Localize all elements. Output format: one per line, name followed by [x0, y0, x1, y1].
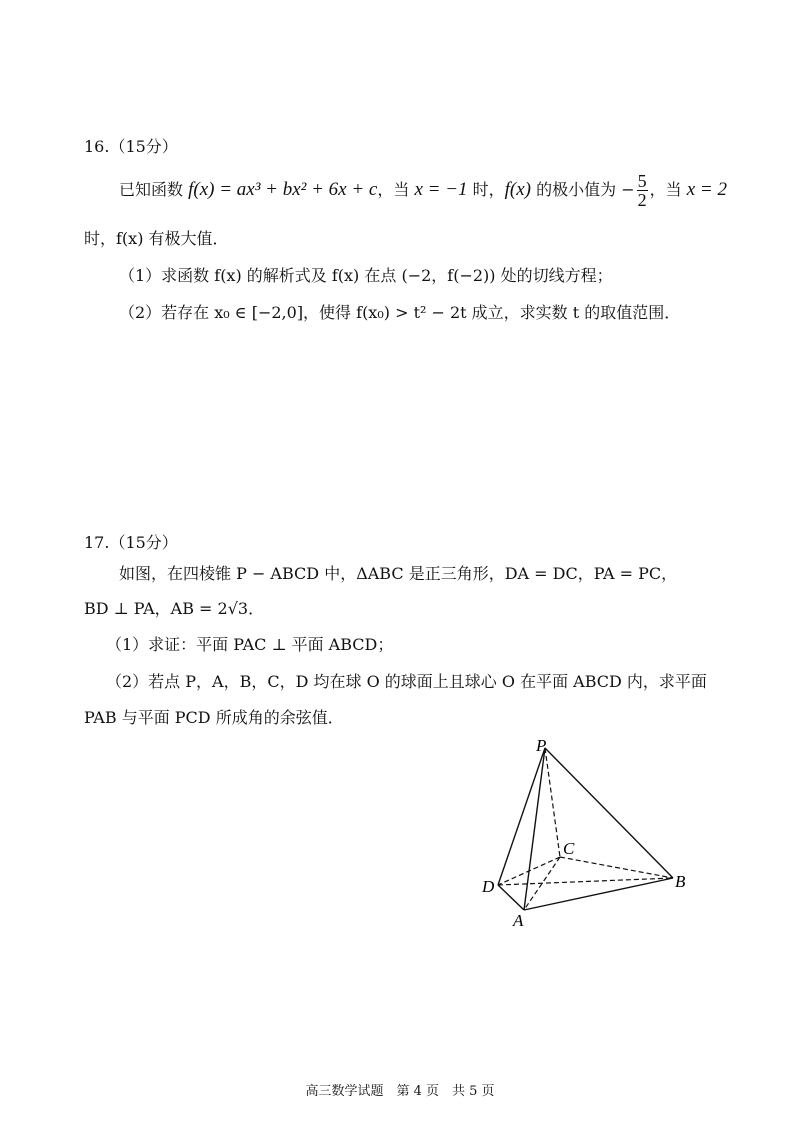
- text: ，当: [649, 180, 687, 199]
- edge-PC: [545, 748, 560, 857]
- q16-stem-line2: 时，f(x) 有极大值．: [84, 229, 229, 248]
- q16-header: 16.（15分）: [84, 137, 178, 156]
- q17-part1: （1）求证：平面 PAC ⊥ 平面 ABCD；: [106, 635, 394, 654]
- denominator: 2: [637, 190, 647, 210]
- math: x = −1: [414, 179, 468, 200]
- edge-PD: [498, 748, 545, 885]
- text: 已知函数: [119, 180, 189, 199]
- page-footer: 高三数学试题 第 4 页 共 5 页: [305, 1084, 495, 1099]
- math: x = 2: [686, 179, 727, 200]
- label-C: C: [563, 839, 575, 858]
- q17-stem-line2: BD ⊥ PA，AB = 2√3．: [84, 599, 265, 618]
- edge-DA: [498, 885, 524, 910]
- function-formula: f(x) = ax³ + bx² + 6x + c: [188, 179, 378, 200]
- text: 时，: [467, 180, 505, 199]
- math: f(x): [504, 179, 532, 200]
- edge-PB: [545, 748, 673, 878]
- text: ，当: [377, 180, 415, 199]
- edge-PA: [524, 748, 545, 910]
- numerator: 5: [637, 171, 647, 191]
- q16-part1: （1）求函数 f(x) 的解析式及 f(x) 在点 (−2，f(−2)) 处的切线方程；: [119, 266, 613, 285]
- label-B: B: [675, 872, 686, 891]
- label-P: P: [536, 736, 547, 755]
- q17-part2-line1: （2）若点 P，A，B，C，D 均在球 O 的球面上且球心 O 在平面 ABCD 内，求平面: [106, 672, 707, 691]
- text: 的极小值为 −: [531, 180, 635, 199]
- q17-part2-line2: PAB 与平面 PCD 所成角的余弦值．: [84, 708, 344, 727]
- label-D: D: [482, 877, 495, 896]
- q17-stem-line1: 如图，在四棱锥 P − ABCD 中，ΔABC 是正三角形，DA = DC，PA = PC，: [119, 564, 678, 583]
- label-A: A: [513, 911, 524, 930]
- q16-part2: （2）若存在 x₀ ∈ [−2,0]，使得 f(x₀) > t² − 2t 成立，求实数 t 的取值范围．: [119, 303, 681, 322]
- q17-header: 17.（15分）: [84, 533, 178, 552]
